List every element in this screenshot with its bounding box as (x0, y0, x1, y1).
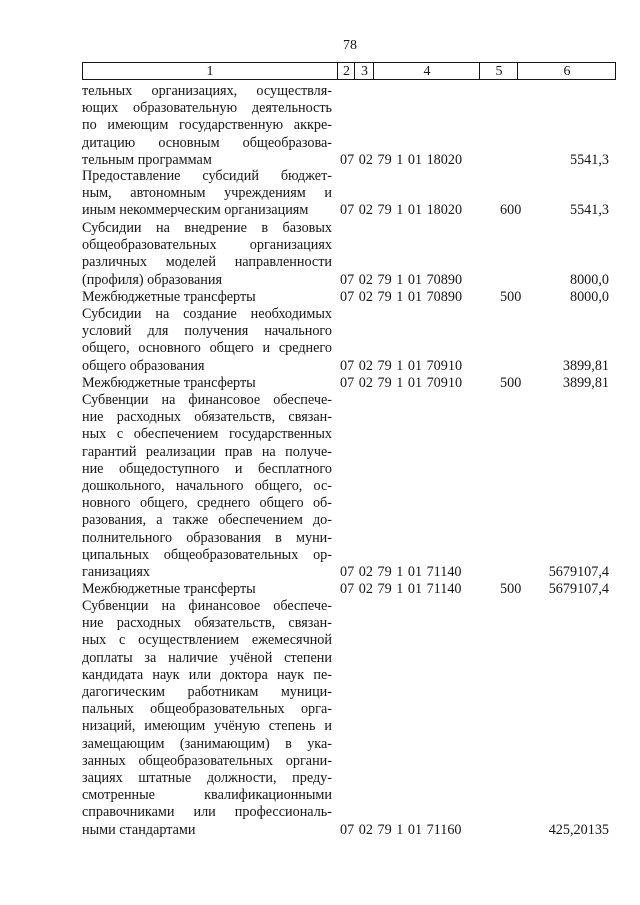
row-code (340, 822, 462, 839)
description-line: гарантий реализации прав на получе- (82, 443, 332, 460)
amount: 8000,0 (569, 271, 609, 288)
description-line: занных общеобразовательных органи- (82, 752, 332, 769)
subsection-code: 02 (358, 581, 373, 597)
description-line: замещающим (занимающим) в ука- (82, 735, 332, 752)
section-code: 07 (340, 289, 355, 305)
header-col-6: 6 (517, 63, 616, 79)
subsection-code: 02 (358, 564, 373, 580)
description-line: условий для получения начального (82, 323, 332, 340)
description-line: дитацию основным общеобразова- (82, 134, 332, 151)
description-line: ным, автономным учреждениям и (82, 185, 332, 202)
description-line: пальных общеобразовательных орга- (82, 701, 332, 718)
description-line: Межбюджетные трансферты (82, 289, 256, 305)
row-description (82, 306, 332, 375)
target-article-code: 79 1 01 70910 (377, 357, 463, 374)
row-description (82, 392, 332, 581)
description-line: иным некоммерческим организациям (82, 202, 309, 219)
amount: 3899,81 (562, 357, 609, 374)
target-article-code: 79 1 01 18020 (377, 151, 463, 168)
description-line: доплаты за наличие учёной степени (82, 649, 332, 666)
expense-type-code: 500 (500, 375, 522, 391)
target-article-code: 79 1 01 70890 (377, 271, 463, 288)
description-line: ние общедоступного и бесплатного (82, 460, 332, 477)
description-line: Субсидии на внедрение в базовых (82, 220, 332, 236)
description-line: различных моделей направленности (82, 254, 332, 271)
description-line: (профиля) образования (82, 271, 223, 288)
description-line: полнительного образования в муни- (82, 529, 332, 546)
expense-type-code: 500 (500, 581, 522, 597)
description-line: смотренные квалификационными (82, 787, 332, 804)
subsection-code: 02 (358, 271, 373, 288)
header-col-1: 1 (206, 64, 214, 79)
amount: 425,20135 (548, 821, 609, 838)
target-article-code: 79 1 01 71140 (377, 564, 462, 580)
description-line: ных с обеспечением государственных (82, 426, 332, 443)
description-line: ципальных общеобразовательных ор- (82, 546, 332, 563)
description-line: общего образования (82, 357, 205, 374)
description-line: справочниками или профессиональ- (82, 804, 332, 821)
target-article-code: 79 1 01 18020 (377, 202, 463, 219)
subsection-code: 02 (358, 289, 373, 305)
row-code (340, 152, 462, 169)
page-number: 78 (343, 38, 357, 53)
row-code (340, 375, 462, 392)
subsection-code: 02 (358, 151, 373, 168)
row-description (82, 168, 332, 220)
description-line: ющих образовательную деятельность (82, 100, 332, 117)
row-code (340, 202, 462, 219)
section-code: 07 (340, 564, 355, 580)
row-description (82, 581, 332, 598)
row-description (82, 375, 332, 392)
amount: 5679107,4 (548, 581, 609, 597)
subsection-code: 02 (358, 821, 373, 838)
amount: 5541,3 (569, 202, 609, 219)
description-line: низаций, имеющим учёную степень и (82, 718, 332, 735)
section-code: 07 (340, 357, 355, 374)
description-line: разования, а также обеспечением до- (82, 512, 332, 529)
row-description (82, 289, 332, 306)
row-code (340, 272, 462, 289)
description-line: ние расходных обязательств, связан- (82, 615, 332, 632)
target-article-code: 79 1 01 70910 (377, 375, 463, 391)
row-code (340, 289, 462, 306)
target-article-code: 79 1 01 70890 (377, 289, 463, 305)
header-col-4: 4 (373, 63, 480, 79)
description-line: ние расходных обязательств, связан- (82, 409, 332, 426)
row-description (82, 220, 332, 289)
target-article-code: 79 1 01 71140 (377, 581, 462, 597)
description-line: Предоставление субсидий бюджет- (82, 168, 332, 184)
amount: 5679107,4 (548, 564, 609, 580)
description-line: дагогическим работникам муници- (82, 684, 332, 701)
subsection-code: 02 (358, 375, 373, 391)
amount: 3899,81 (562, 375, 609, 391)
section-code: 07 (340, 375, 355, 391)
row-description (82, 83, 332, 169)
subsection-code: 02 (358, 357, 373, 374)
target-article-code: 79 1 01 71160 (377, 821, 462, 838)
description-line: по имеющим государственную аккре- (82, 117, 332, 134)
section-code: 07 (340, 202, 355, 219)
description-line: дошкольного, начального общего, ос- (82, 478, 332, 495)
expense-type-code: 500 (500, 289, 522, 305)
description-line: тельным программам (82, 151, 212, 168)
description-line: Субсидии на создание необходимых (82, 306, 332, 322)
description-line: Межбюджетные трансферты (82, 375, 256, 391)
table-header (82, 62, 616, 80)
section-code: 07 (340, 821, 355, 838)
description-line: общеобразовательных организациях (82, 237, 332, 254)
header-col-3: 3 (354, 63, 374, 79)
amount: 5541,3 (569, 151, 609, 168)
description-line: ными стандартами (82, 821, 196, 838)
section-code: 07 (340, 581, 355, 597)
description-line: зациях штатные должности, преду- (82, 770, 332, 787)
description-line: тельных организациях, осуществля- (82, 83, 332, 99)
section-code: 07 (340, 151, 355, 168)
row-code (340, 581, 462, 598)
row-description (82, 598, 332, 839)
description-line: ганизациях (82, 564, 151, 581)
header-col-2: 2 (337, 63, 355, 79)
description-line: Субвенции на финансовое обеспече- (82, 598, 332, 614)
header-col-5: 5 (479, 63, 518, 79)
row-code (340, 564, 462, 581)
description-line: кандидата наук или доктора наук пе- (82, 666, 332, 683)
description-line: ных с осуществлением ежемесячной (82, 632, 332, 649)
description-line: новного общего, среднего общего об- (82, 495, 332, 512)
row-code (340, 358, 462, 375)
description-line: Субвенции на финансовое обеспече- (82, 392, 332, 408)
description-line: Межбюджетные трансферты (82, 581, 256, 597)
amount: 8000,0 (569, 289, 609, 305)
expense-type-code: 600 (500, 202, 522, 219)
section-code: 07 (340, 271, 355, 288)
subsection-code: 02 (358, 202, 373, 219)
description-line: общего, основного общего и среднего (82, 340, 332, 357)
